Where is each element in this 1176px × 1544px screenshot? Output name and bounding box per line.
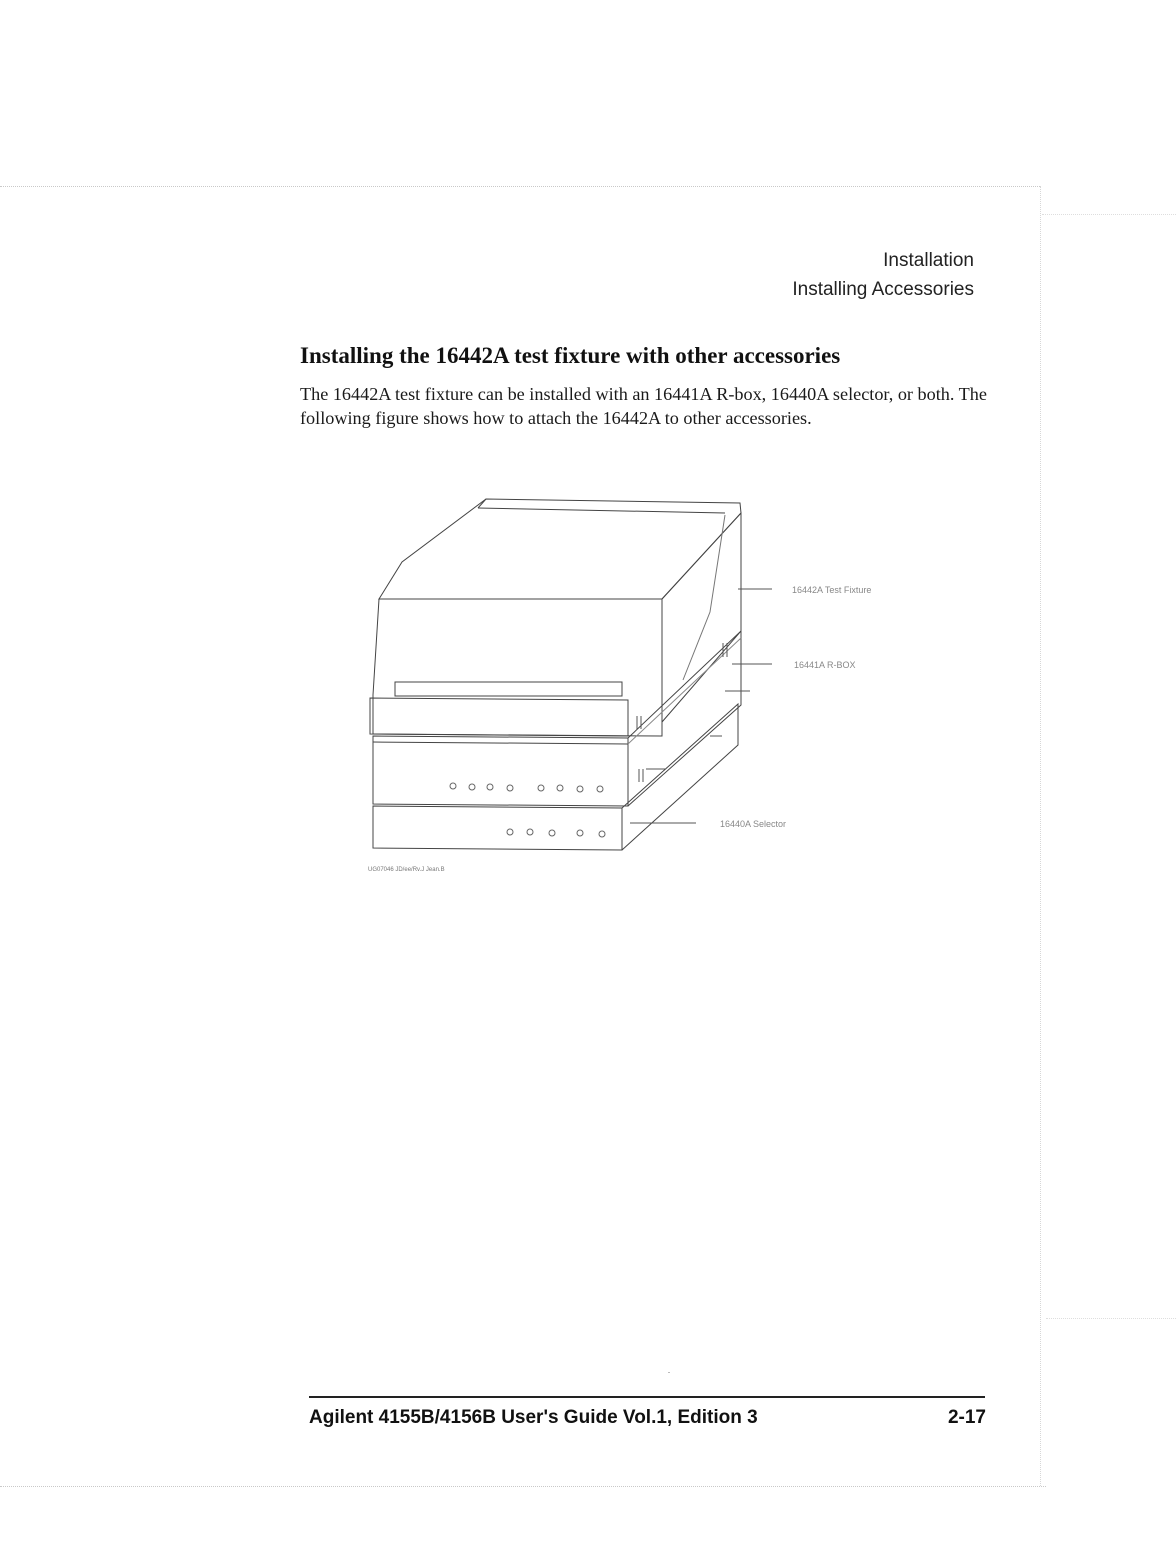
callout-r-box: 16441A R-BOX xyxy=(794,660,856,670)
fixture-slot xyxy=(395,682,622,696)
rbox-front xyxy=(373,736,628,806)
scan-edge-right xyxy=(1040,186,1041,1486)
header-chapter: Installation xyxy=(883,250,974,271)
footer-rule xyxy=(309,1396,985,1398)
figure-id: UG07046 JD/ee/Rv.J Jean.B xyxy=(368,867,445,873)
rbox-side xyxy=(628,631,741,806)
scan-edge-top xyxy=(0,186,1040,187)
fixture-base xyxy=(370,698,628,736)
fixture-lid-top xyxy=(379,499,741,599)
running-header xyxy=(792,246,974,304)
page-number: 2-17 xyxy=(947,1407,986,1428)
callout-test-fixture: 16442A Test Fixture xyxy=(792,585,872,595)
selector-front xyxy=(373,806,622,850)
scan-speck xyxy=(668,1372,670,1373)
accessory-stack-figure xyxy=(360,490,872,880)
section-title: Installing the 16442A test fixture with other accessories xyxy=(300,343,841,368)
fixture-lid-front xyxy=(373,599,662,736)
footer-title: Agilent 4155B/4156B User's Guide Vol.1, Edition 3 xyxy=(309,1407,758,1428)
accessory-stack-drawing xyxy=(360,490,872,880)
body-paragraph: The 16442A test fixture can be installed with an 16441A R-box, 16440A selector, or both. The following figure shows how to attach the 16442A to other accessories. xyxy=(300,384,987,428)
header-section: Installing Accessories xyxy=(792,279,974,300)
scan-edge-right-mid xyxy=(1046,1318,1176,1319)
scan-edge-bottom xyxy=(0,1486,1046,1487)
scan-edge-right-top xyxy=(1042,214,1176,215)
callout-selector: 16440A Selector xyxy=(720,819,787,829)
